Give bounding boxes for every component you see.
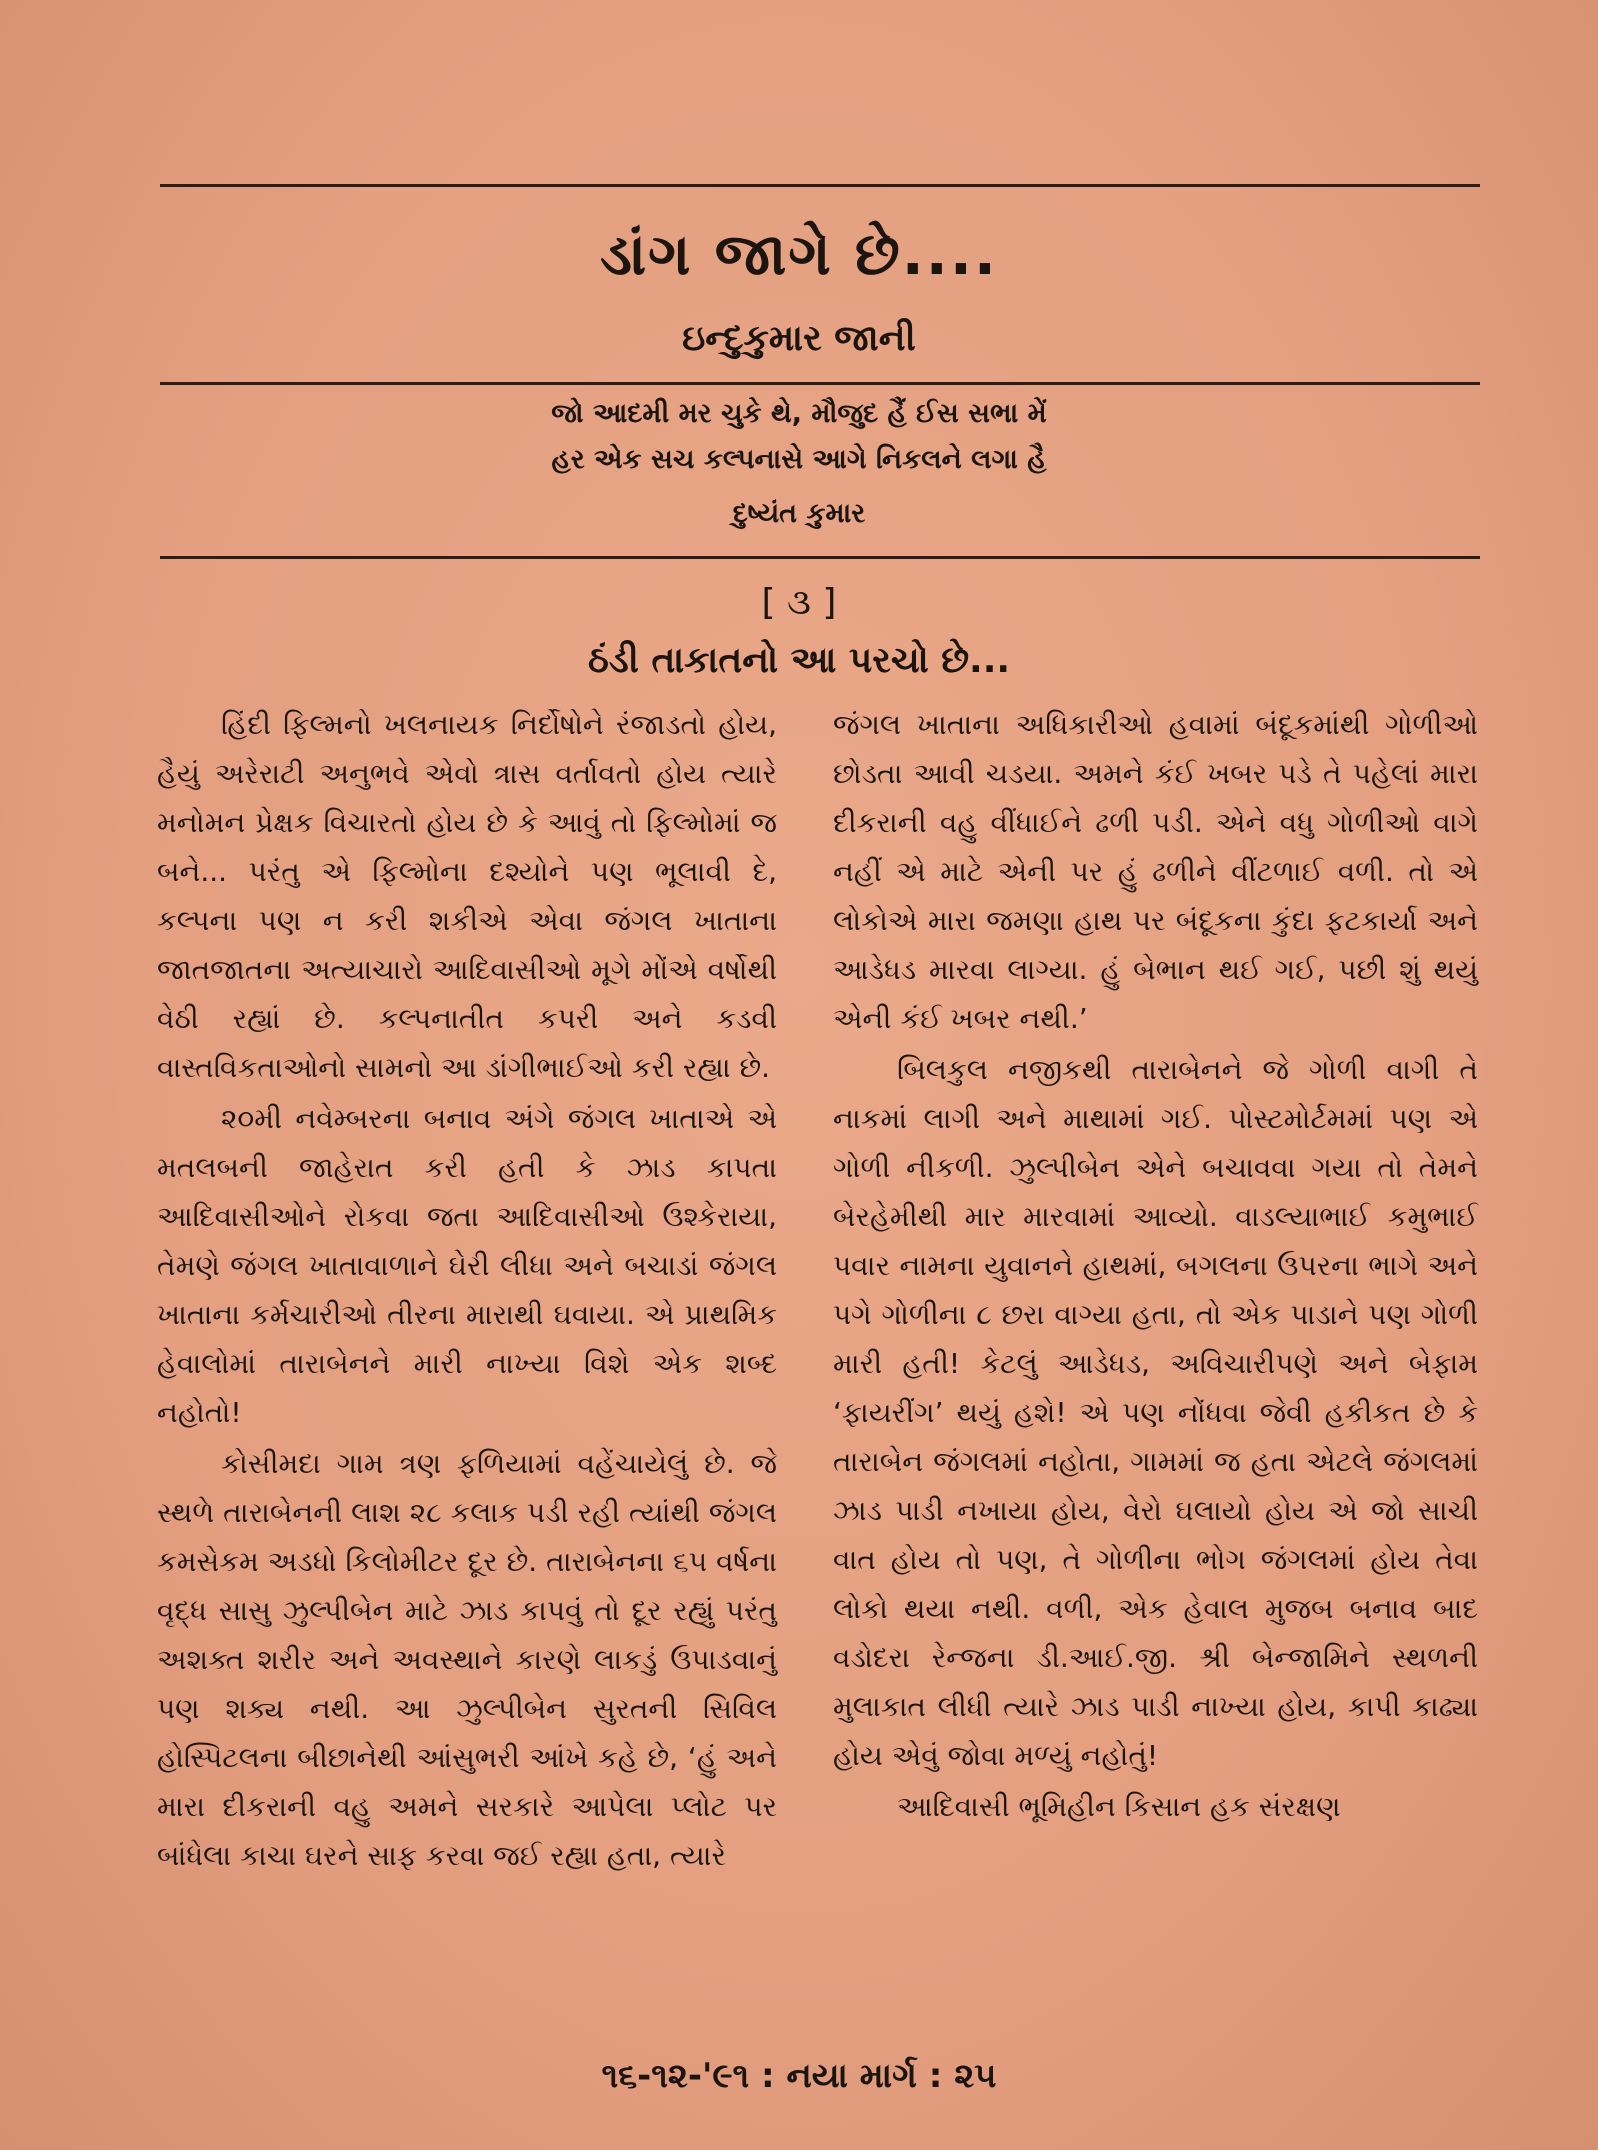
- epigraph-line-2: હર એક સચ કલ્પનાસે આગે નિકલને લગા હૈ: [551, 444, 1047, 475]
- section-number: [ ૩ ]: [761, 582, 837, 623]
- section-subheading: ઠંડી તાકાતનો આ પરચો છે...: [587, 640, 1011, 681]
- right-column: [833, 700, 1478, 1833]
- article-title: ડાંગ જાગે છે....: [600, 220, 998, 288]
- left-paragraph: ૨૦મી નવેમ્બરના બનાવ અંગે જંગલ ખાતાએ એ મતલબની જાહેરાત કરી હતી કે ઝાડ કાપતા આદિવાસીઓને રોકવા જતા આદિવાસીઓ ઉશ્કેરાયા, તેમણે જંગલ ખાતાવાળાને ઘેરી લીધા અને બચાડાં જંગલ ખાતાના કર્મચારીઓ તીરના મારાથી ઘવાયા. એ પ્રાથમિક હેવાલોમાં તારાબેનને મારી નાખ્યા વિશે એક શબ્દ નહોતો!: [157, 1102, 777, 1429]
- left-paragraph: કોસીમદા ગામ ત્રણ ફળિયામાં વહેંચાયેલું છે. જે સ્થળે તારાબેનની લાશ ૨૮ કલાક પડી રહી ત્યાંથી જંગલ કમસેકમ અડધો કિલોમીટર દૂર છે. તારાબેનના ૬૫ વર્ષના વૃદ્ધ સાસુ ઝુલ્પીબેન માટે ઝાડ કાપવું તો દૂર રહ્યું પરંતુ અશક્ત શરીર અને અવસ્થાને કારણે લાકડું ઉપાડવાનું પણ શક્ય નથી. આ ઝુલ્પીબેન સુરતની સિવિલ હોસ્પિટલના બીછાનેથી આંસુભરી આંખે કહે છે, ‘હું અને મારા દીકરાની વહુ અમને સરકારે આપેલા પ્લોટ પર બાંધેલા કાચા ઘરને સાફ કરવા જઈ રહ્યા હતા, ત્યારે: [157, 1447, 777, 1872]
- right-paragraph: જંગલ ખાતાના અધિકારીઓ હવામાં બંદૂકમાંથી ગોળીઓ છોડતા આવી ચડયા. અમને કંઈ ખબર પડે તે પહેલાં મારા દીકરાની વહુ વીંધાઈને ઢળી પડી. એને વધુ ગોળીઓ વાગે નહીં એ માટે એની પર હું ઢળીને વીંટળાઈ વળી. તો એ લોકોએ મારા જમણા હાથ પર બંદૂકના કુંદા ફટકાર્યા અને આડેધડ મારવા લાગ્યા. હું બેભાન થઈ ગઈ, પછી શું થયું એની કંઈ ખબર નથી.’: [833, 708, 1478, 1035]
- left-paragraph: હિંદી ફિલ્મનો ખલનાયક નિર્દોષોને રંજાડતો હોય, હૈયું અરેરાટી અનુભવે એવો ત્રાસ વર્તાવતો હોય ત્યારે મનોમન પ્રેક્ષક વિચારતો હોય છે કે આવું તો ફિલ્મોમાં જ બને... પરંતુ એ ફિલ્મોના દશ્યોને પણ ભૂલાવી દે, કલ્પના પણ ન કરી શકીએ એવા જંગલ ખાતાના જાતજાતના અત્યાચારો આદિવાસીઓ મૂગે મોંએ વર્ષોથી વેઠી રહ્યાં છે. કલ્પનાતીત કપરી અને કડવી વાસ્તવિકતાઓનો સામનો આ ડાંગીભાઈઓ કરી રહ્યા છે.: [157, 708, 777, 1084]
- right-paragraph: બિલકુલ નજીકથી તારાબેનને જે ગોળી વાગી તે નાકમાં લાગી અને માથામાં ગઈ. પોસ્ટમોર્ટમમાં પણ એ ગોળી નીકળી. ઝુલ્પીબેન એને બચાવવા ગયા તો તેમને બેરહેમીથી માર મારવામાં આવ્યો. વાડલ્યાભાઈ કમુભાઈ પવાર નામના યુવાનને હાથમાં, બગલના ઉપરના ભાગે અને પગે ગોળીના ૮ છરા વાગ્યા હતા, તો એક પાડાને પણ ગોળી મારી હતી! કેટલું આડેધડ, અવિચારીપણે અને બેફામ ‘ફાયરીંગ’ થયું હશે! એ પણ નોંધવા જેવી હકીકત છે કે તારાબેન જંગલમાં નહોતા, ગામમાં જ હતા એટલે જંગલમાં ઝાડ પાડી નખાયા હોય, વેરો ઘલાયો હોય એ જો સાચી વાત હોય તો પણ, તે ગોળીના ભોગ જંગલમાં હોય તેવા લોકો થયા નથી. વળી, એક હેવાલ મુજબ બનાવ બાદ વડોદરા રેન્જના ડી.આઈ.જી. શ્રી બેન્જામિને સ્થળની મુલાકાત લીધી ત્યારે ઝાડ પાડી નાખ્યા હોય, કાપી કાઢ્યા હોય એવું જોવા મળ્યું નહોતું!: [833, 1053, 1478, 1772]
- left-column: [157, 700, 777, 1882]
- article-author: ઇન્દુકુમાર જાની: [682, 318, 916, 359]
- epigraph-line-1: જો આદમી મર ચુકે થે, મૌજુદ હૈં ઈસ સભા મેં: [551, 398, 1047, 429]
- top-rule: [160, 184, 1480, 187]
- author-rule: [160, 382, 1480, 385]
- page-footer: ૧૬-૧૨-'૯૧ : નયા માર્ગ : ૨૫: [601, 2056, 997, 2096]
- right-paragraph: આદિવાસી ભૂમિહીન કિસાન હક સંરક્ષણ: [897, 1790, 1341, 1823]
- epigraph-rule: [160, 556, 1480, 559]
- epigraph-attribution: દુષ્યંત કુમાર: [732, 498, 866, 529]
